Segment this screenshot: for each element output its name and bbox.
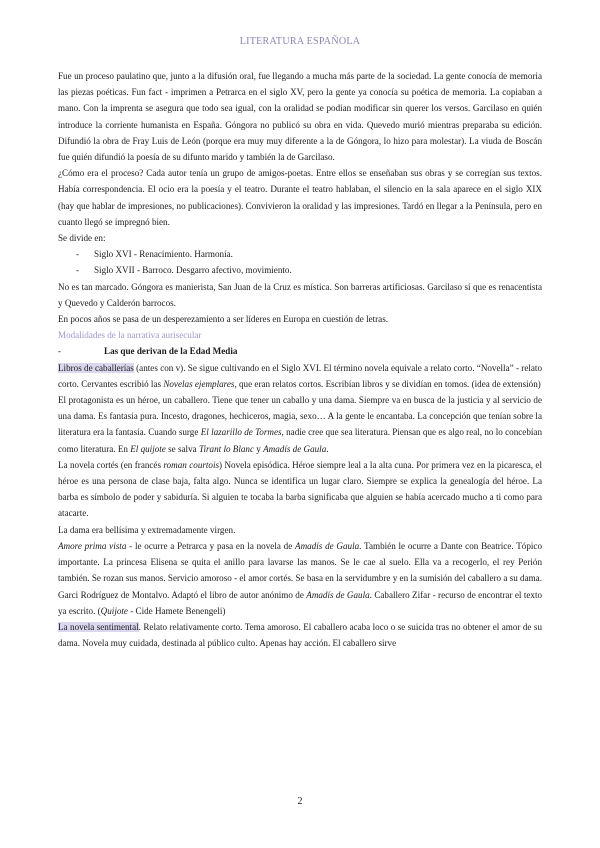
- list-item-text: Siglo XVI - Renacimiento. Harmonía.: [94, 249, 233, 260]
- intro-paragraph-5: En pocos años se pasa de un desperezamiento a ser líderes en Europa en cuestión de letras.: [58, 314, 389, 325]
- intro-paragraph-2: ¿Cómo era el proceso? Cada autor tenía un grupo de amigos-poetas. Entre ellos se enseñaban sus obras y se corregían sus textos. Había correspondencia. El ocio era la poesía y el teatro. Durante el teatro hablaban, el silencio en la sala aparece en el siglo XIX (hay que hablar de impresiones, no publicaciones). Convivieron la oralidad y las impresiones. Tardó en llegar a la Península, pero en cuanto llegó se impregnó bien.: [58, 168, 542, 227]
- italic-title: Amadís de Gaula: [263, 443, 327, 454]
- paragraph-text: .: [326, 443, 329, 454]
- italic-title: Amore prima vista: [58, 540, 127, 551]
- intro-paragraph-1: Fue un proceso paulatino que, junto a la difusión oral, fue llegando a mucha más parte de la sociedad. La gente conocía de memoria las piezas poéticas. Fun fact - imprimen a Petrarca en el siglo XV, pero la gente ya conocía su poética de memoria. La copiaban a mano. Con la imprenta se asegura que todo sea igual, con la oralidad se podían modificar sin querer los versos. Garcilaso en quién introduce la corriente humanista en España. Góngora no publicó su obra en vida. Quevedo murió mientras preparaba su edición. Difundió la obra de Fray Luis de León (porque era muy muy diferente a la de Góngora, lo hizo para molestar). La viuda de Boscán fue quién difundió la poesía de su difunto marido y también la de Garcilaso.: [58, 71, 542, 163]
- paragraph-text: , nadie cree que sea literatura. Piensan que es algo real, no lo concebían como literatura. En: [58, 427, 543, 454]
- document-body: [58, 68, 542, 651]
- paragraph-text: , que eran relatos cortos. Escribían libros y se dividían en tomos. (idea de extensión): [234, 378, 541, 389]
- highlighted-term: La novela sentimental: [58, 621, 139, 632]
- subsection-title: Las que derivan de la Edad Media: [104, 346, 238, 357]
- paragraph-text: (antes con v). Se sigue cultivando en el Siglo XVI. El término novela equivale a relato corto. “Novella” - relato corto. Cervantes escribió las: [58, 362, 542, 389]
- page-number: 2: [297, 796, 303, 807]
- subsection-heading: [58, 343, 542, 359]
- italic-title: Tirant lo Blanc: [198, 443, 255, 454]
- intro-paragraph-4: No es tan marcado. Góngora es manierista, San Juan de la Cruz es mística. Son barreras artificiosas. Garcilaso sí que es renacentista y Quevedo y Calderón barrocos.: [58, 281, 542, 308]
- bullet-dash: -: [76, 265, 80, 276]
- paragraph-text: y: [254, 443, 264, 454]
- paragraph-text: - le ocurre a Petrarca y pasa en la novela de: [126, 540, 296, 551]
- caballerias-paragraph: [58, 360, 542, 392]
- list-item-text: Siglo XVII - Barroco. Desgarro afectivo, movimiento.: [94, 265, 292, 276]
- paragraph-text: . Relato relativamente corto. Tema amoroso. El caballero acaba loco o se suicida tras no obtener el amor de su dama. Novela muy cuidada, destinada al público culto. Apenas hay acción. El caballero sirve: [58, 621, 542, 649]
- paragraph-text: . También le ocurre a Dante con Beatrice. Tópico importante. La princesa Elisena se quita el anillo para lavarse las manos. Se le cae al suelo. Ella va a recogerlo, el rey Perión también. Se rozan sus manos. Servicio amoroso - el amor cortés. Se basa en la servidumbre y en la sumisión del caballero a su dama. Garci Rodríguez de Montalvo. Adaptó el libro de autor anónimo de: [58, 540, 543, 600]
- paragraph-text: El protagonista es un héroe, un caballero. Tiene que tener un caballo y una dama. Siempre va en busca de la justicia y al servicio de una dama. Es fantasía pura. Incesto, dragones, hechiceros, magia, sexo… A la gente le encantaba. La concepción que tenían sobre la literatura era la fantasía. Cuando surge: [58, 395, 542, 438]
- paragraph-text: . Caballero Zifar - recurso de encontrar el texto ya escrito. (: [58, 589, 543, 616]
- page-header: LITERATURA ESPAÑOLA: [239, 36, 361, 47]
- sentimental-paragraph: [58, 619, 542, 651]
- bullet-dash: -: [76, 249, 80, 260]
- dama-paragraph: La dama era bellísima y extremadamente virgen.: [58, 524, 236, 535]
- highlighted-term: Libros de caballerías: [58, 362, 134, 373]
- paragraph-text: - Cide Hamete Benengeli): [127, 605, 226, 616]
- italic-title: El quijote: [130, 443, 166, 454]
- paragraph-text: La novela cortés (en francés: [58, 459, 164, 470]
- list-item: [58, 262, 542, 278]
- amore-paragraph: [58, 538, 542, 619]
- italic-title: Novelas ejemplares: [163, 378, 235, 389]
- paragraph-text: ) Novela episódica. Héroe siempre leal a la alta cuna. Por primera vez en la picaresca, el héroe es una persona de clase baja, falta algo. Nunca se identifica un lugar claro. Siempre se explica la genealogía del héroe. La barba es símbolo de poder y sabiduría. Si alguien te tocaba la barba significaba que alguien se había acercado mucho a ti como para atacarte.: [58, 459, 542, 519]
- paragraph-text: se salva: [165, 443, 199, 454]
- italic-title: Amadís de Gaula: [306, 589, 370, 600]
- italic-title: roman courtois: [163, 459, 220, 470]
- cortes-paragraph: [58, 457, 542, 522]
- list-item: [58, 246, 542, 262]
- protagonista-paragraph: [58, 392, 542, 457]
- intro-paragraph-3: Se divide en:: [58, 233, 106, 244]
- italic-title: El lazarillo de Tormes: [200, 427, 282, 438]
- subsection-dash: -: [58, 346, 62, 357]
- section-heading: Modalidades de la narrativa aurisecular: [58, 330, 202, 341]
- italic-title: Quijote: [100, 605, 128, 616]
- italic-title: Amadís de Gaula: [295, 540, 360, 551]
